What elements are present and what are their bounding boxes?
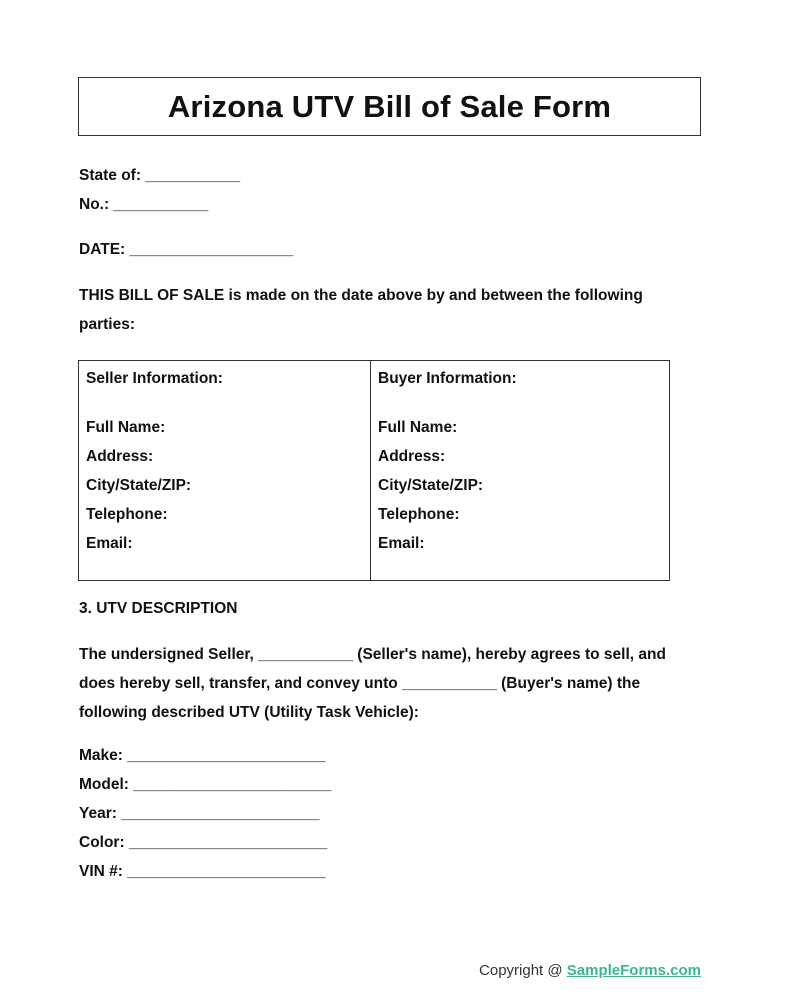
copyright-prefix: Copyright @ <box>479 962 567 979</box>
buyer-address-label: Address: <box>378 448 446 465</box>
seller-column <box>79 361 371 580</box>
seller-heading: Seller Information: <box>86 370 223 387</box>
seller-field-list <box>86 413 191 558</box>
year-field: Year: _______________________ <box>79 805 320 822</box>
seller-telephone-label: Telephone: <box>86 506 168 523</box>
state-field: State of: ___________ <box>79 167 241 184</box>
sampleforms-link[interactable]: SampleForms.com <box>566 962 701 979</box>
color-field: Color: _______________________ <box>79 834 328 851</box>
seller-city-state-zip-label: City/State/ZIP: <box>86 477 192 494</box>
buyer-full-name-label: Full Name: <box>378 419 458 436</box>
section-3-heading: 3. UTV DESCRIPTION <box>79 600 238 617</box>
section-3-body: The undersigned Seller, ___________ (Seller's name), hereby agrees to sell, and does hereby sell, transfer, and convey unto ___________ (Buyer's name) the following described UTV (Utility Task Vehicle): <box>79 646 666 721</box>
seller-email-label: Email: <box>86 535 133 552</box>
seller-full-name-label: Full Name: <box>86 419 166 436</box>
copyright-footer <box>479 962 701 979</box>
model-field: Model: _______________________ <box>79 776 332 793</box>
seller-address-label: Address: <box>86 448 154 465</box>
buyer-telephone-label: Telephone: <box>378 506 460 523</box>
date-field: DATE: ___________________ <box>79 241 294 258</box>
buyer-city-state-zip-label: City/State/ZIP: <box>378 477 484 494</box>
page-title: Arizona UTV Bill of Sale Form <box>167 88 612 124</box>
intro-paragraph: THIS BILL OF SALE is made on the date above by and between the following parties: <box>79 287 643 333</box>
buyer-heading: Buyer Information: <box>378 370 517 387</box>
buyer-email-label: Email: <box>378 535 425 552</box>
buyer-column <box>371 361 669 580</box>
make-field: Make: _______________________ <box>79 747 326 764</box>
vin-field: VIN #: _______________________ <box>79 863 326 880</box>
parties-table <box>78 360 670 581</box>
number-field: No.: ___________ <box>79 196 209 213</box>
title-box <box>78 77 701 136</box>
buyer-field-list <box>378 413 483 558</box>
